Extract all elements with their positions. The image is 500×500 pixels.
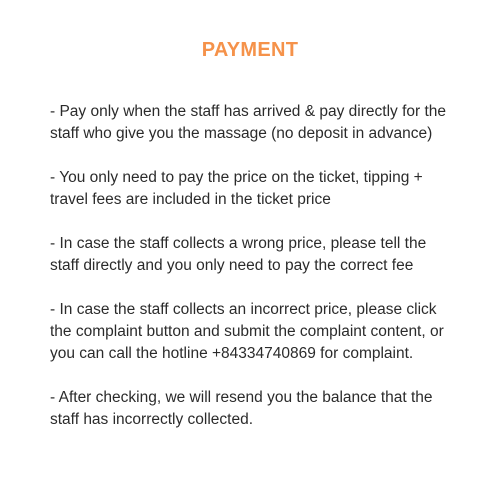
page-title: PAYMENT xyxy=(201,39,299,61)
payment-rule-wrong-price: - In case the staff collects a wrong price, please tell the staff directly and you only need to pay the correct fee xyxy=(50,235,427,274)
payment-rule-complaint: - In case the staff collects an incorrect price, please click the complaint button and submit the complaint content, or you can call the hotline +84334740869 for complaint. xyxy=(50,301,444,362)
payment-rule-ticket-price: - You only need to pay the price on the ticket, tipping + travel fees are included in the ticket price xyxy=(50,169,423,208)
payment-rule-refund: - After checking, we will resend you the balance that the staff has incorrectly collected. xyxy=(50,389,433,428)
payment-rule-pay-on-arrival: - Pay only when the staff has arrived & pay directly for the staff who give you the massage (no deposit in advance) xyxy=(50,103,447,142)
payment-rules-list xyxy=(50,101,450,431)
